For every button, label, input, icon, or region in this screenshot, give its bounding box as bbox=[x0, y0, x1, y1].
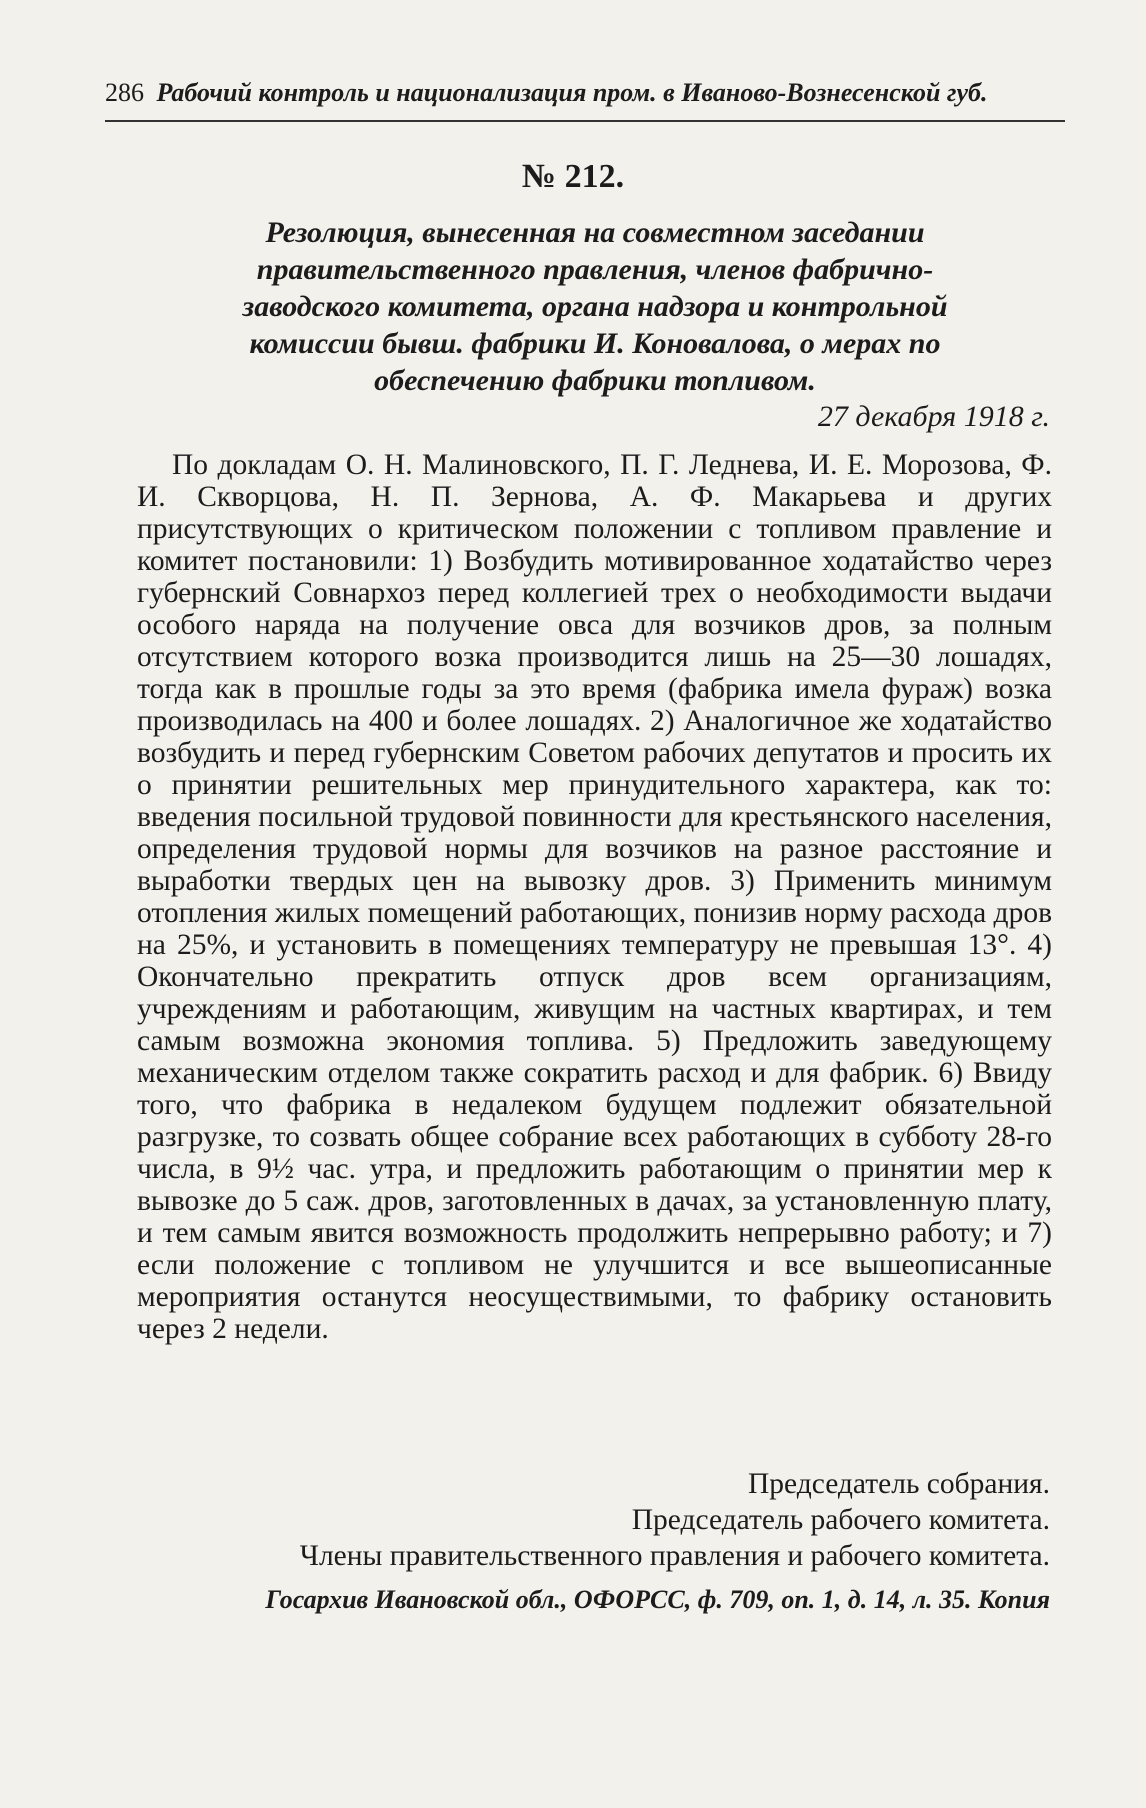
document-body: По докладам О. Н. Малиновского, П. Г. Леднева, И. Е. Морозова, Ф. И. Скворцова, Н. П. Зернова, А. Ф. Макарьева и других присутствующих о критическом положении с топливом правление и комитет постановили: 1) Возбудить мотивированное ходатайство через губернский Совнархоз перед коллегией трех о необходимости выдачи особого наряда на получение овса для возчиков дров, за полным отсутствием которого возка производится лишь на 25—30 лошадях, тогда как в прошлые годы за это время (фабрика имела фураж) возка производилась на 400 и более лошадях. 2) Аналогичное же ходатайство возбудить и перед губернским Советом рабочих депутатов и просить их о принятии решительных мер принудительного характера, как то: введения посильной трудовой повинности для крестьянского населения, определения трудовой нормы для возчиков на разное расстояние и выработки твердых цен на вывозку дров. 3) Применить минимум отопления жилых помещений работающих, понизив норму расхода дров на 25%, и установить в помещениях температуру не превышая 13°. 4) Окончательно прекратить отпуск дров всем организациям, учреждениям и работающим, живущим на частных квартирах, и тем самым возможна экономия топлива. 5) Предложить заведующему механическим отделом также сократить расход и для фабрик. 6) Ввиду того, что фабрика в недалеком будущем подлежит обязательной разгрузке, то созвать общее собрание всех работающих в субботу 28-го числа, в 9½ час. утра, и предложить работающим о принятии мер к вывозке до 5 саж. дров, заготовленных в дачах, за установленную плату, и тем самым явится возможность продолжить непрерывно работу; и 7) если положение с топливом не улучшится и все вышеописанные мероприятия останутся неосуществимыми, то фабрику остановить через 2 недели. bbox=[137, 449, 1052, 1345]
page-number: 286 bbox=[105, 78, 144, 107]
document-heading: Резолюция, вынесенная на совместном заседании правительственного правления, членов фабрично-заводского комитета, органа надзора и контрольной комиссии бывш. фабрики И. Коновалова, о мерах по обеспечению фабрики топливом. bbox=[242, 216, 948, 397]
document-date: 27 декабря 1918 г. bbox=[817, 400, 1050, 433]
running-header bbox=[105, 78, 1065, 108]
signature-chair-committee: Председатель рабочего комитета. bbox=[631, 1504, 1050, 1536]
signature-chair-meeting: Председатель собрания. bbox=[747, 1468, 1050, 1500]
archive-source: Госархив Ивановской обл., ОФОРСС, ф. 709, оп. 1, д. 14, л. 35. Копия bbox=[265, 1585, 1050, 1614]
running-title: Рабочий контроль и национализация пром. в Иваново-Вознесенской губ. bbox=[156, 78, 988, 107]
signature-members: Члены правительственного правления и рабочего комитета. bbox=[299, 1540, 1050, 1572]
document-number: № 212. bbox=[521, 158, 625, 195]
header-rule bbox=[105, 120, 1065, 122]
